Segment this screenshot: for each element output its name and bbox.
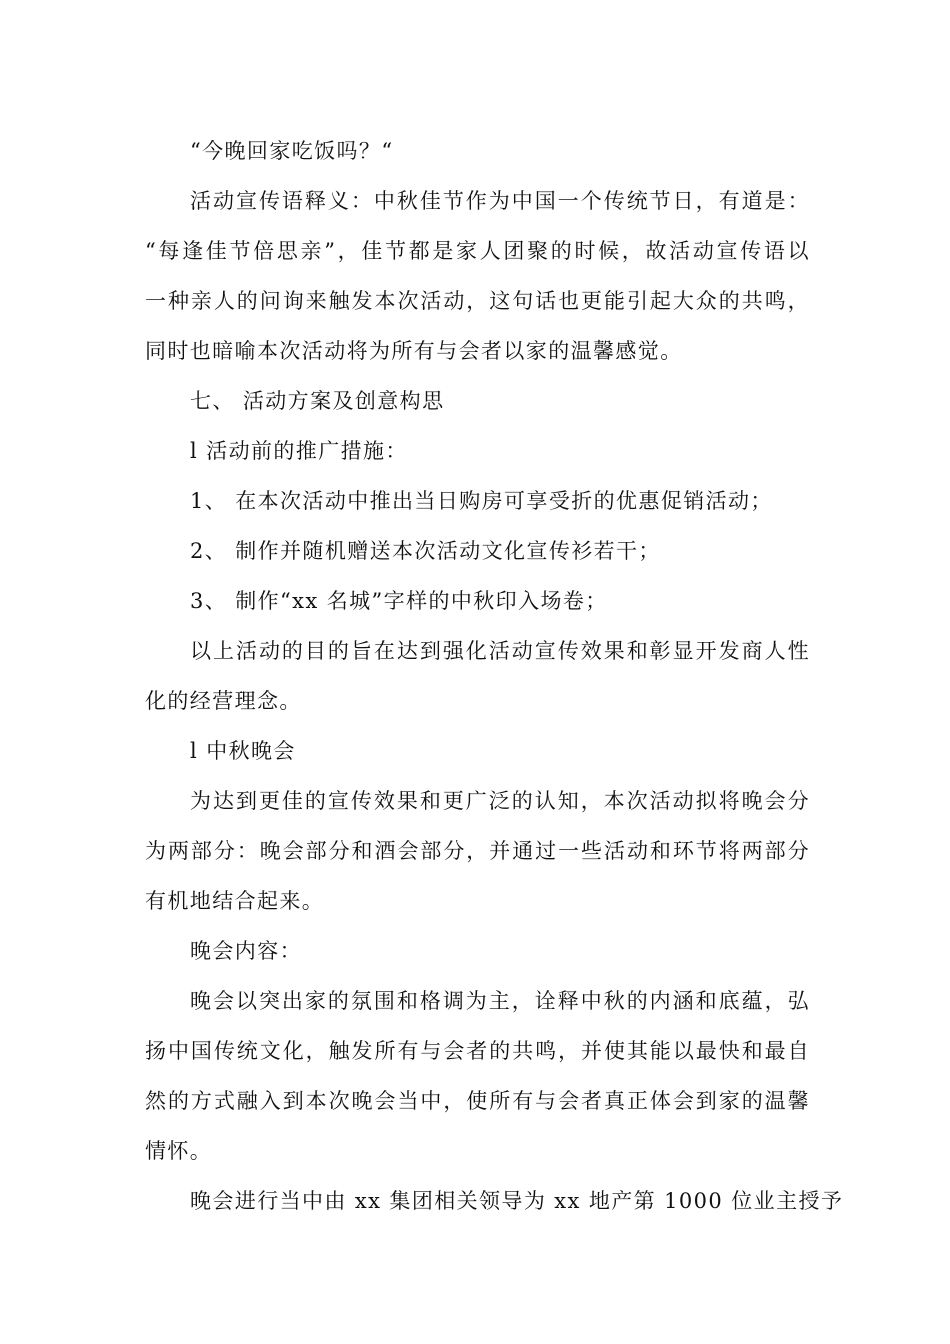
slogan-explanation-line-3: 一种亲人的问询来触发本次活动，这句话也更能引起大众的共鸣， — [145, 289, 810, 313]
gala-intro-line-1: 为达到更佳的宣传效果和更广泛的认知，本次活动拟将晚会分 — [190, 789, 810, 813]
purpose-line-2: 化的经营理念。 — [145, 689, 302, 713]
list-item-3: 3、 制作“xx 名城”字样的中秋印入场卷； — [190, 589, 608, 613]
purpose-line-1: 以上活动的目的旨在达到强化活动宣传效果和彰显开发商人性 — [190, 639, 810, 663]
gala-content-label: 晚会内容： — [190, 939, 302, 963]
slogan-line: “今晚回家吃饭吗？“ — [190, 139, 394, 163]
slogan-explanation-line-1: 活动宣传语释义：中秋佳节作为中国一个传统节日，有道是： — [190, 189, 810, 213]
gala-content-line-4: 情怀。 — [145, 1139, 213, 1163]
gala-content-line-3: 然的方式融入到本次晚会当中，使所有与会者真正体会到家的温馨 — [145, 1089, 810, 1113]
gala-award-line: 晚会进行当中由 xx 集团相关领导为 xx 地产第 1000 位业主授予 — [190, 1189, 844, 1213]
gala-intro-line-2: 为两部分：晚会部分和酒会部分，并通过一些活动和环节将两部分 — [145, 839, 810, 863]
list-item-1: 1、 在本次活动中推出当日购房可享受折的优惠促销活动； — [190, 489, 773, 513]
slogan-explanation-line-4: 同时也暗喻本次活动将为所有与会者以家的温馨感觉。 — [145, 339, 683, 363]
gala-content-line-1: 晚会以突出家的氛围和格调为主，诠释中秋的内涵和底蕴，弘 — [190, 989, 810, 1013]
slogan-explanation-line-2: “每逢佳节倍思亲”，佳节都是家人团聚的时候，故活动宣传语以 — [145, 239, 810, 263]
gala-intro-line-3: 有机地结合起来。 — [145, 889, 325, 913]
subheading-promotion: l 活动前的推广措施： — [190, 439, 408, 463]
list-item-2: 2、 制作并随机赠送本次活动文化宣传衫若干； — [190, 539, 661, 563]
section-heading-7: 七、 活动方案及创意构思 — [190, 389, 445, 413]
subheading-gala: l 中秋晚会 — [190, 739, 296, 763]
gala-content-line-2: 扬中国传统文化，触发所有与会者的共鸣，并使其能以最快和最自 — [145, 1039, 810, 1063]
